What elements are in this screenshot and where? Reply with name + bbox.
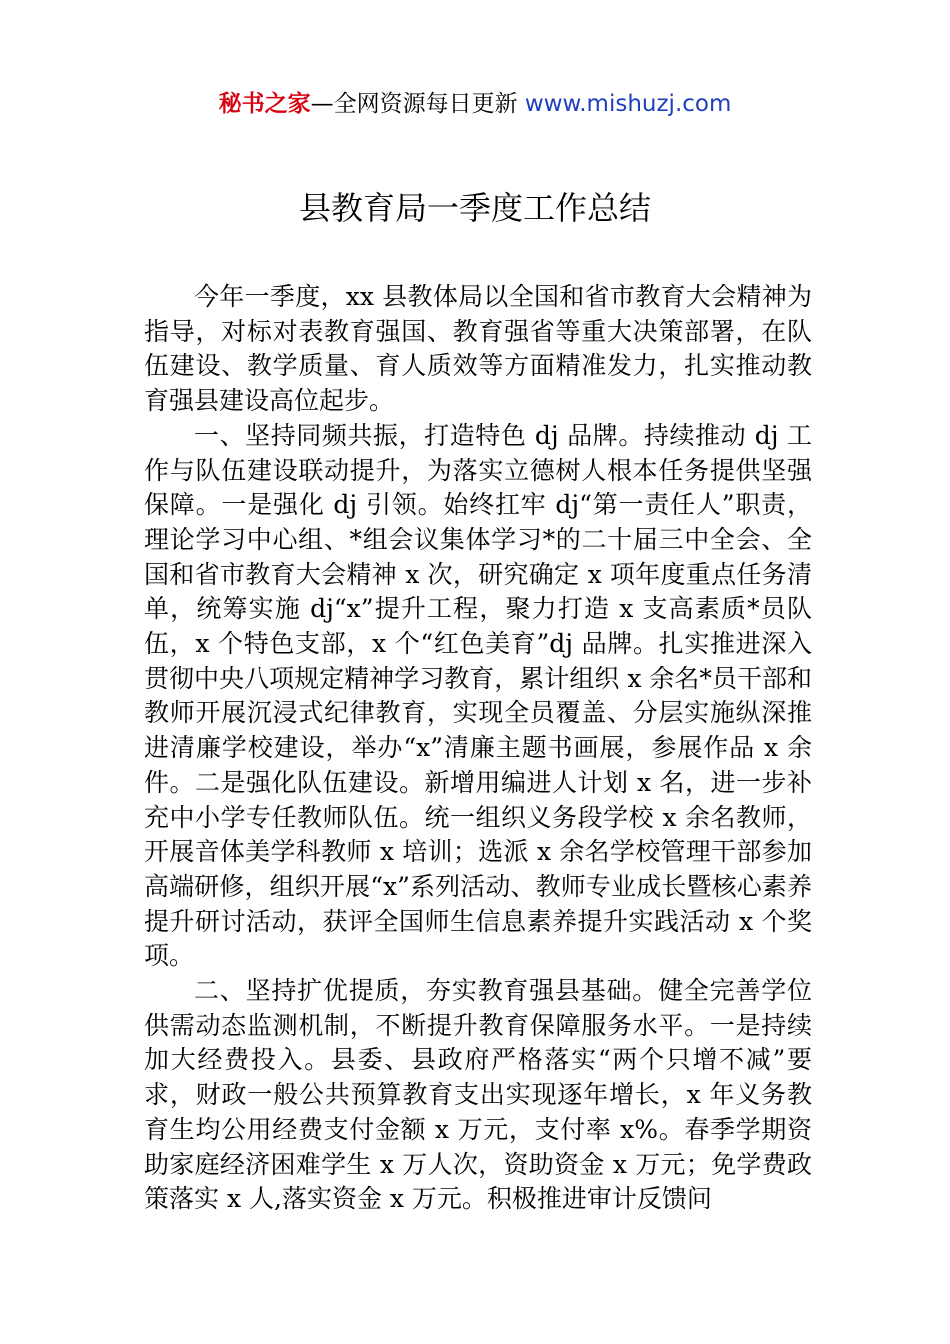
document-title: 县教育局一季度工作总结: [298, 189, 651, 227]
document-body: [144, 280, 812, 1217]
header-tagline: —全网资源每日更新: [310, 91, 525, 117]
paragraph-section-one: 一、坚持同频共振，打造特色 dj 品牌。持续推动 dj 工作与队伍建设联动提升，为落实立德树人根本任务提供坚强保障。一是强化 dj 引领。始终扛牢 dj“第一责任人”职责，理论学习中心组、*组会议集体学习*的二十届三中全会、全国和省市教育大会精神 x 次，研究确定 x 项年度重点任务清单，统筹实施 dj“x”提升工程，聚力打造 x 支高素质*员队伍，x 个特色支部，x 个“红色美育”dj 品牌。扎实推进深入贯彻中央八项规定精神学习教育，累计组织 x 余名*员干部和教师开展沉浸式纪律教育，实现全员覆盖、分层实施纵深推进清廉学校建设，举办“x”清廉主题书画展，参展作品 x 余件。二是强化队伍建设。新增用编进人计划 x 名，进一步补充中小学专任教师队伍。统一组织义务段学校 x 余名教师，开展音体美学科教师 x 培训；选派 x 余名学校管理干部参加高端研修，组织开展“x”系列活动、教师专业成长暨核心素养提升研讨活动，获评全国师生信息素养提升实践活动 x 个奖项。: [144, 420, 812, 971]
site-header: [0, 86, 950, 122]
site-url-link[interactable]: www.mishuzj.com: [524, 91, 732, 117]
brand-name: 秘书之家: [218, 91, 311, 117]
paragraph-section-two: 二、坚持扩优提质，夯实教育强县基础。健全完善学位供需动态监测机制，不断提升教育保障服务水平。一是持续加大经费投入。县委、县政府严格落实“两个只增不减”要求，财政一般公共预算教育支出实现逐年增长，x 年义务教育生均公用经费支付金额 x 万元，支付率 x%。春季学期资助家庭经济困难学生 x 万人次，资助资金 x 万元；免学费政策落实 x 人,落实资金 x 万元。积极推进审计反馈问: [144, 976, 812, 1214]
paragraph-intro: 今年一季度，xx 县教体局以全国和省市教育大会精神为指导，对标对表教育强国、教育强省等重大决策部署，在队伍建设、教学质量、育人质效等方面精准发力，扎实推动教育强县建设高位起步。: [144, 282, 812, 416]
